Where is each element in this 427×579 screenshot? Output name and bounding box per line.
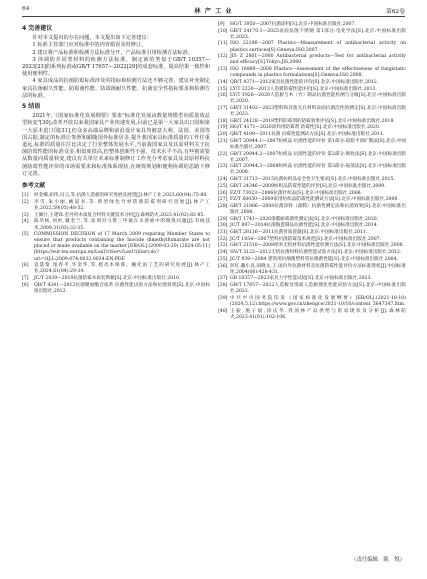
reference-text: GB/T 20944.1—2007纺织品 抗菌性能的评价 第1部分:琼脂平皿扩散法[S].北京:中国标准出版社,2007. [230,138,406,150]
reference-number: [32] [218,236,228,242]
paragraph: 4 家具成品的抗菌防霉标准涉及的指标和检测方法还不够完善，建议补充制定家具抗菌耐久性能、防霉菌性能、防霉菌耐久性能、抗菌安全性指标要求和检测方法的标准。 [22,78,210,99]
reference-item [22,283,210,295]
reference-item [218,257,406,263]
reference-text: GB/T 24346—2009纺织品防霉性能的评价[S].北京:中国标准出版社,2009. [230,183,386,189]
reference-text: QB/T 4341—2012抗菌聚氨酯合成革 抗菌性能试验方法和抗菌效果[S].北京:中国标准出版社,2012. [34,282,210,294]
reference-item [218,152,406,164]
reference-number: [18] [218,118,228,124]
reference-item [218,67,406,79]
reference-text: JC/T 1054—2007塑料抗菌防霉技术规范[S].北京:中国标准出版社,2007. [230,236,382,242]
page-header [22,6,405,20]
reference-text: GB/T 20944.3—2008纺织品 抗菌性能的评价 第3部分:振荡法[S].北京:中国标准出版社,2008. [230,164,406,176]
reference-text: GB/T 21866—2008抗菌涂料（漆膜）抗菌性测定法和抗菌效果[S].北京:中国标准出版社,2008. [230,203,406,215]
reference-number: [8] [22,282,29,288]
reference-text: GB/T 21510—2008纳米无机材料抗菌性能检测方法[S].北京:中国标准出版社,2008. [230,243,405,249]
reference-list-right [218,22,406,321]
reference-text: HG/T 3950—2007抗菌涂料[S].北京:中国标准出版社,2007. [230,22,356,27]
reference-text: 彭红,戴小良,胡晓文,王.国内外抗菌材料及抗菌防霉性能评价方法标准现状[J].中国标准化,2004(06):428-431. [230,263,406,275]
reference-number: [29] [218,216,228,222]
page-number: 64 [22,6,30,12]
reference-text: 何金娜,屈伟,冯云,等.抗菌人造板的研究进展及展望[J].林产工业,2023,60(04):75-80. [34,193,208,199]
reference-number: [9] [218,22,225,27]
reference-text: ISO 22196—2007 Plastics—Measurement of antibacterial activity on plastics surfaces[S].Geneva:ISO,2007. [230,41,406,53]
reference-number: [17] [218,105,228,111]
reference-number: [14] [218,79,228,85]
reference-text: 陈华杨,刘洪,戴金兰,等.加剂对马偕三甲烯在水溶液中的腐熟问题[J].有线技术,2009,31(03):32-35. [34,219,210,231]
reference-text: FZ/T 73023—2006抗菌针织品[S].北京:中国标准出版社,2006. [230,190,363,196]
reference-number: [10] [218,28,228,34]
reference-item [218,191,406,197]
reference-item [218,177,406,183]
reference-text: GB/T 1741—2020漆膜耐霉菌性测定法[S].北京:中国标准出版社,2020. [230,216,379,222]
reference-text: JC/T 939—2004 建筑用抗细菌塑料管抗细菌性能[S].北京:中国标准出版社,2004. [230,256,398,262]
reference-item [218,125,406,131]
section-suggestions [22,25,210,100]
reference-text: ISO 16869—2008 Plastics—Assessment of the effectiveness of fungistatic compounds in plastics formulations[S].Geneva:ISO,2008. [230,67,406,79]
volume-label: 第62卷 [386,9,405,15]
reference-number: [19] [218,125,228,131]
reference-number: [13] [218,67,228,73]
reference-text: 王振,施子晨,徐庆华.我国林产品供给与贸易现状及分析[J].森林防火,2023.41(01):102-106. [230,308,406,320]
paragraph: 针对本文提出的存在问题，本文提出如下完善建议： [32,35,152,42]
reference-number: [22] [218,151,228,157]
reference-number: [36] [218,263,228,269]
reference-text: QB/T 4371—2012家具抗菌性能的评价[S].北京:中国标准出版社,2012. [230,79,379,85]
reference-item [22,200,210,212]
header-rule [22,16,405,17]
left-column [22,22,210,296]
paragraph: 2021年,《国家标准化发展纲要》要求"标准化发展由数量规模型向质量效益型转变"[30],改革开放以来我国家具产业快速发展,目前已是第一大家具出口国和第一大原木进口国[31],但众多高端品牌和前沿设计家具均被意大利、法国、美国等国占据,制定的标准让参照和跟随国外标准居多,提升我国家具标准质量的工作任重道远,标准的质量往往比决定了行业整体发展水平,当前我国家具及其原材料关于抗菌防霉性能的标准众多,相似度很高,但整体创新性不强、技术水平不高,有些则需要从数量向质量转变,建议有关单位未来标准制修订工作充分考虑家具及其原材料抗菌防霉性能评价的市场需要求和标准体系现状,在统筹规划和便利协调的思路下修订完善。 [22,113,210,177]
reference-text: GB/T 28116—2011抗菌骨质瓷器[S].北京:中国标准出版社,2011. [230,230,368,236]
reference-number: [34] [218,250,228,256]
paragraph: 2 建议将产品标准和检测方法标准分开，产品标准引用检测方法标准。 [32,49,193,56]
reference-item [218,22,406,28]
section-title: 5 结语 [22,103,41,111]
reference-item [218,29,406,41]
reference-number: [31] [218,230,228,236]
reference-text: 中共中央国务院印发《国家标准化发展纲要》[EB/OL].(2021-10-10)(2024.5.12).https://www.gov.cn/zhengce/2021-10/10/content_5647347.htm. [230,295,406,307]
reference-number: [21] [218,138,228,144]
reference-number: [5] [22,232,29,238]
reference-number: [11] [218,41,228,47]
reference-text: JC/T 897—2014抗菌陶瓷制品抗菌性能[S].北京:中国标准出版社,2014. [230,223,379,229]
reference-item [218,237,406,243]
reference-item [218,276,406,282]
reference-item [22,263,210,275]
reference-item [218,296,406,308]
reference-number: [28] [218,203,228,209]
reference-item [218,250,406,256]
reference-item [22,193,210,199]
editor-credit: （责任编辑 陈 悦） [351,557,405,563]
reference-item [22,219,210,231]
reference-number: [4] [22,219,29,225]
reference-text: GB/T 31402—2023塑料和其他无孔材料表面抗菌活性的测定[S].北京:中国标准出版社,2023. [230,105,406,118]
reference-number: [25] [218,183,228,189]
reference-number: [12] [218,54,228,60]
reference-text: 李雪,朱小丽,姚道书,等.新型绿色竹材防菌防霉剂研究进展[J].林产工业,2022,59(05):48-52. [34,199,210,212]
reference-item [218,93,406,105]
right-column [218,22,406,321]
reference-item [22,232,210,262]
reference-number: [2] [22,199,29,205]
reference-item [218,197,406,203]
reference-number: [24] [218,177,228,183]
reference-text: 袁慧黎,尾春平,毕金华,等.橙皮木纸膏、蘸化雨工艺的研究进展[J].林产工业,2024,61(04):29-34. [34,263,210,275]
reference-item [218,217,406,223]
reference-text: SN/T 3122—2012无机抗菌材料抗菌性能试验方法[S].北京:中国标准出版社,2012. [230,250,402,256]
reference-number: [35] [218,256,228,262]
reference-list-left [22,193,210,295]
reference-text: FZ/T 60030—2009家用纺织品防霉性能测试方法[S].北京:中国标准出版社,2009. [230,197,399,203]
paragraph: 3 涉调防并同类材料的检测方法标准，制定新的类似于GB/T 10357—2023[23]的系列标准或GB/T 17657—2022[29]的成套标准，提高结果一致性和使用便利性。 [22,56,210,78]
reference-item [218,41,406,53]
reference-text: GB/T 20944.2—2007纺织品 抗菌性能的评价 第2部分:吸收法[S].北京:中国标准出版社,2007. [230,151,406,163]
paragraph: 1 标准主管部门应对标准中的内容错误及时修订。 [32,42,147,49]
reference-number: [3] [22,212,29,218]
reference-text: COMMISSION DECISION of 17 March 2009 requiring Member States to ensure that products containing the biocide dimethylfumarate are not placed or made available on the market [EB/OL].(2009-03-20) (2024-05-11)[https://eur-lex.europa.eu/LexUriServ/LexUriServ.do?uri=OJ:L:2009:074:0032:0034:EN:PDF. [34,232,210,262]
reference-item [218,243,406,249]
reference-item [218,87,406,93]
reference-item [218,119,406,125]
reference-text: GB/T 31713—2015抗菌纺织品安全性卫生要求[S].北京:中国标准出版社,2015. [230,177,395,183]
reference-item [218,230,406,236]
reference-number: [6] [22,263,29,269]
reference-number: [26] [218,190,228,196]
reference-number: [30] [218,223,228,229]
reference-number: [27] [218,197,228,203]
reference-number: [40] [218,308,228,314]
reference-text: GB/T 17657—2022人造板及饰面人造板理化性能试验方法[S].北京:中国标准出版社,2022. [230,282,406,295]
reference-item [218,106,406,118]
reference-item [22,276,210,282]
reference-number: [16] [218,93,228,99]
section-title: 4 完善建议 [22,25,53,32]
reference-item [218,223,406,229]
reference-text: QB/T 4199—2011抗菌 抗霉性能测试方法[S].北京:中国标准出版社,2011. [230,132,385,138]
reference-text: HG/T 4171—2020涂料用防霉剂 防霉性[S].北京:中国标准出版社,2020. [230,125,381,131]
reference-item [218,164,406,176]
reference-text: JIS Z 2801—2000 Antibacterial products—Test for antibacterial activity and efficacy[S].Tokyo:JIS,2000. [230,54,406,66]
reference-number: [39] [218,295,228,301]
reference-item [218,309,406,321]
reference-text: GB/T 24128—2018塑料防霉剂的防霉效果评估[S].北京:中国标准出版社,2018. [230,118,395,124]
journal-title: 林 产 工 业 [194,8,233,15]
reference-text: LY/T 2230—2013人造板防霉性能评价[S].北京:中国标准出版社,2013. [230,86,377,92]
reference-text: GB 10357—2023家具力学性能试验[S].北京:中国标准出版社,2023. [230,276,372,282]
reference-number: [1] [22,193,29,199]
reference-number: [38] [218,282,228,288]
reference-item [218,264,406,276]
references-title: 参考文献 [22,183,46,190]
reference-text: GB/T 24170.1—2023表面抗菌不锈钢 第1部分:电化学法[S].北京:中国标准出版社,2023. [230,28,406,40]
reference-number: [23] [218,164,228,170]
reference-item [218,139,406,151]
reference-item [218,184,406,190]
reference-text: LY/T 1926—2020人造板与木（竹）制品抗菌性能检测与分级[S].北京:中国标准出版社,2020. [230,93,406,105]
reference-text: 王佩行,王建锋.室外用木质复合材料关键技术分析[J].森林防火,2023,41(02):82-85. [34,212,205,218]
reference-item [218,132,406,138]
reference-number: [37] [218,276,228,282]
reference-number: [33] [218,243,228,249]
reference-number: [20] [218,132,228,138]
reference-item [218,204,406,216]
reference-item [218,54,406,66]
reference-item [218,283,406,295]
reference-number: [7] [22,276,29,282]
reference-number: [15] [218,86,228,92]
reference-item [218,80,406,86]
section-conclusion [22,103,210,178]
reference-item [22,213,210,219]
reference-text: JC/T 2039—2010抗菌防霉木质装饰板[S].北京:中国标准出版社,2010. [34,276,181,282]
